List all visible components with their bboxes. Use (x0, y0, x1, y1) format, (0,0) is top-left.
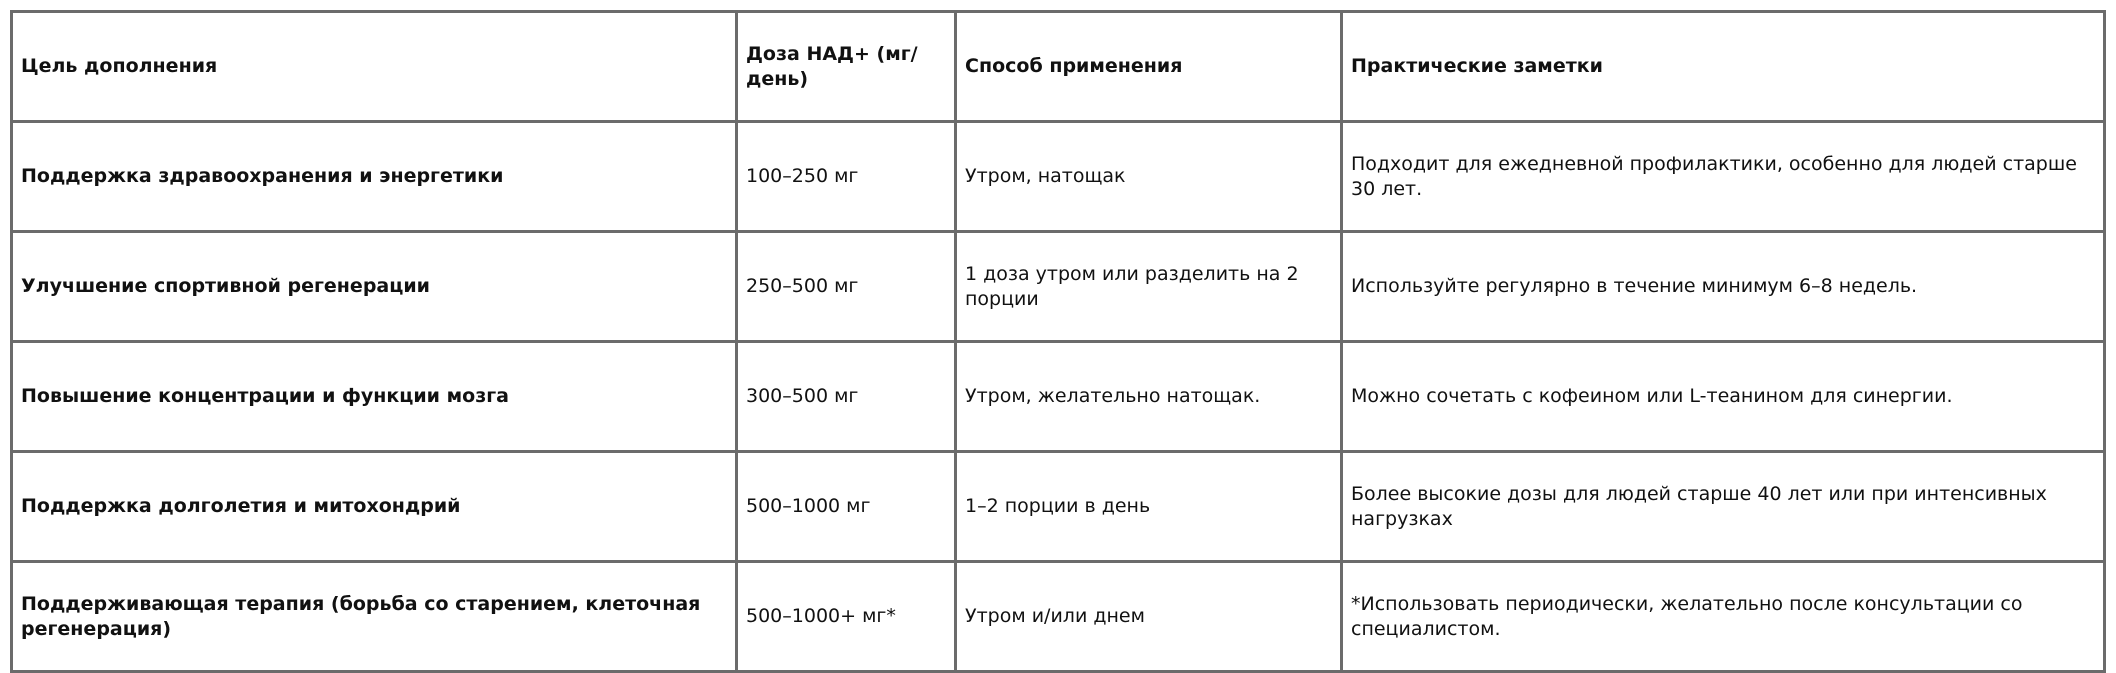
table-row (12, 342, 2105, 452)
cell-notes: Подходит для ежедневной профилактики, особенно для людей старше 30 лет. (1342, 122, 2105, 232)
cell-notes: *Использовать периодически, желательно после консультации со специалистом. (1342, 562, 2105, 672)
table-row (12, 562, 2105, 672)
cell-goal: Улучшение спортивной регенерации (12, 232, 737, 342)
header-method: Способ применения (956, 12, 1342, 122)
cell-dose: 500–1000+ мг* (737, 562, 956, 672)
header-notes: Практические заметки (1342, 12, 2105, 122)
cell-method: 1–2 порции в день (956, 452, 1342, 562)
cell-method: Утром, желательно натощак. (956, 342, 1342, 452)
cell-notes: Более высокие дозы для людей старше 40 лет или при интенсивных нагрузках (1342, 452, 2105, 562)
cell-method: Утром и/или днем (956, 562, 1342, 672)
cell-dose: 300–500 мг (737, 342, 956, 452)
cell-notes: Используйте регулярно в течение минимум 6–8 недель. (1342, 232, 2105, 342)
table-row (12, 232, 2105, 342)
cell-dose: 500–1000 мг (737, 452, 956, 562)
header-goal: Цель дополнения (12, 12, 737, 122)
cell-notes: Можно сочетать с кофеином или L-теанином для синергии. (1342, 342, 2105, 452)
cell-goal: Поддержка здравоохранения и энергетики (12, 122, 737, 232)
table-header-row (12, 12, 2105, 122)
cell-goal: Поддерживающая терапия (борьба со старением, клеточная регенерация) (12, 562, 737, 672)
dosage-table (10, 10, 2106, 673)
cell-method: 1 доза утром или разделить на 2 порции (956, 232, 1342, 342)
table-row (12, 122, 2105, 232)
cell-dose: 100–250 мг (737, 122, 956, 232)
dosage-table-container (10, 10, 2106, 654)
cell-dose: 250–500 мг (737, 232, 956, 342)
cell-goal: Повышение концентрации и функции мозга (12, 342, 737, 452)
cell-goal: Поддержка долголетия и митохондрий (12, 452, 737, 562)
header-dose: Доза НАД+ (мг/день) (737, 12, 956, 122)
table-row (12, 452, 2105, 562)
cell-method: Утром, натощак (956, 122, 1342, 232)
